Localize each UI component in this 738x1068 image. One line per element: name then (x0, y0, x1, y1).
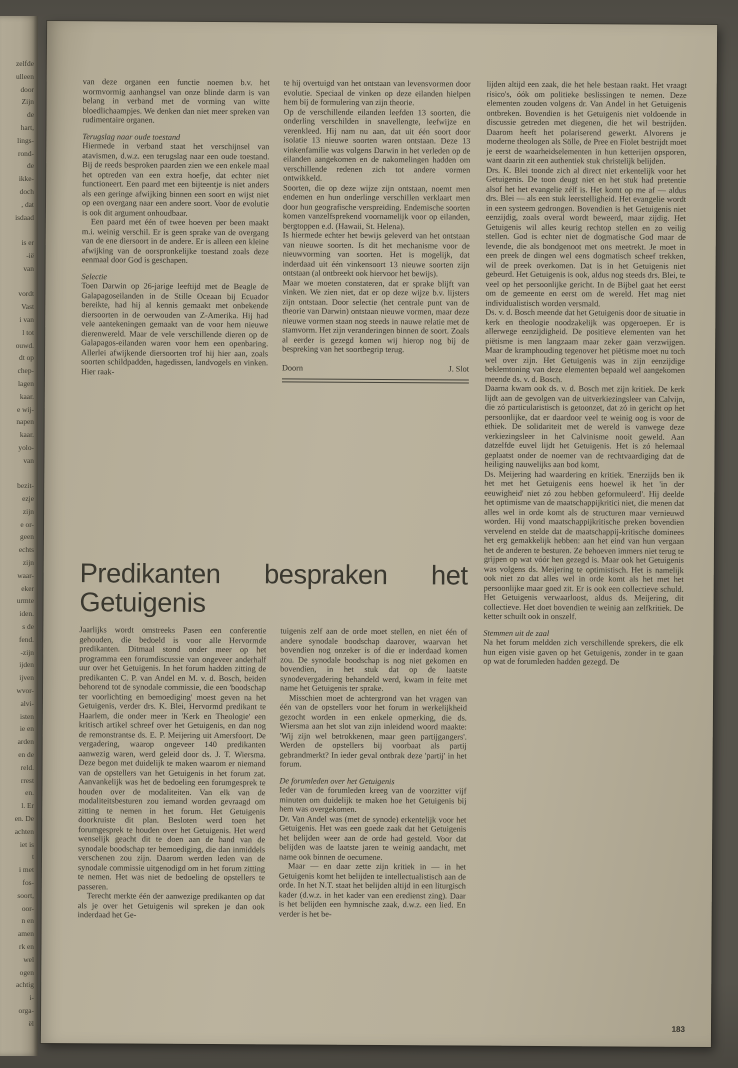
page-edge-text-fragment: i van (19, 314, 34, 324)
paragraph: Op de verschillende eilanden leefden 13 soorten, die onderling verschilden in snavellengte, leefwijze en verenkleed. Hij nam nu aan, dat uit één soort door isolatie 13 nieuwe soorten waren ontstaan. Deze 13 vinkenfamilie was volgens Darwin in het verleden op de eilanden aangekomen en de nakomelingen hadden om verschillende redenen zich tot andere vormen ontwikkeld. (283, 106, 471, 183)
paragraph: Een paard met één of twee hoeven per been maakt m.i. weinig verschil. Er is geen sprake van de overgang van de ene diersoort in de andere. Er is alleen een kleine afwijking van de oorspronkelijke toestand zoals deze eenmaal door God is geschapen. (81, 217, 269, 265)
page-edge-text-fragment: fos- (22, 878, 34, 887)
page-edge-text-fragment: eker (21, 583, 34, 593)
page-edge-text-fragment: s de (22, 622, 34, 632)
page-edge-text-fragment: kaar. (19, 391, 34, 401)
bottom-article-column-2 (278, 627, 467, 1006)
paragraph: Terecht merkte één der aanwezige predikanten op dat als je over het Getuigenis wil spreken je dan ook inderdaad het Ge- (77, 891, 265, 920)
page-edge-text-fragment: Zijn (21, 97, 34, 107)
paragraph: Maar we moeten constateren, dat er sprake blijft van vinken. We zien niet, dat er op deze wijze b.v. lijsters zijn ontstaan. Door selectie (het centrale punt van de theorie van Darwin) ontstaan nieuwe vormen, maar deze nieuwe vormen staan nog steeds in nauwe relatie met de stamvorm. Het zijn veranderingen binnen de soort. Zoals al eerder is gezegd komen wij hierop nog bij de bespreking van het soortbegrip terug. (282, 277, 470, 355)
page-edge-text-fragment: kaar. (19, 430, 34, 440)
page-edge-text-fragment: achten (14, 826, 34, 836)
page-edge-text-fragment: van (23, 263, 34, 273)
page-edge-text-fragment: i- (29, 993, 34, 1003)
page-edge-text-fragment: echts (18, 545, 34, 555)
page-edge-text-fragment: , dat (21, 199, 34, 209)
page-edge-text-fragment: en. De (14, 814, 34, 824)
page-edge-text-fragment: ijven (19, 673, 34, 683)
page-edge-text-fragment: de (27, 161, 34, 171)
paragraph: Daarna kwam ook ds. v. d. Bosch met zijn kritiek. De kerk lijdt aan de gevolgen van de uitverkiezingsleer van Calvijn, die zó particularistisch is getoonzet, dat zó in gericht op het persoonlijke, dat er daardoor veel te weinig oog is voor de ethiek. De solidariteit met de wereld is vanwege deze verkiezingsleer in het Calvinisme nooit geweld. Aan datzelfde euvel lijdt het Getuigenis. Het is zó helemaal geplaatst onder de noemer van de rechtvaardiging dat de heiliging nauwelijks aan bod komt. (484, 383, 685, 470)
top-article-column-2-inner (281, 78, 471, 549)
paragraph: Jaarlijks wordt omstreeks Pasen een conferentie gehouden, die bedoeld is voor alle Hervormde predikanten. Ditmaal stond onder meer op het programma een forumdiscussie van ongeveer anderhalf uur over het Getuigenis. In het forum hadden zitting de predikanten C. P. van Andel en M. v. d. Bosch, beiden behorend tot de synodale commissie, die een 'boodschap ter voorlichting en bemoediging' moest geven na het Getuigenis, verder drs. K. Blei, Hervormd predikant te Haarlem, die onder meer in 'Kerk en Theologie' een kritisch artikel schreef over het Getuigenis, en dan nog de remonstrantse ds. E. P. Meijering uit Amersfoort. De vergadering, waarop ongeveer 140 predikanten aanwezig waren, werd geleid door ds. J. T. Wiersma. Deze begon met duidelijk te maken waarom er niemand van de opstellers van het Getuigenis in het forum zat. Aanvankelijk was het de bedoeling een forumgesprek te houden over de modaliteiten. Van elk van de modaliteitsbesturen zou iemand worden gevraagd om zitting te nemen in het forum. Het Getuigenis doorkruiste dit plan. Besloten werd toen het forumgesprek te houden over het Getuigenis. Het werd wenselijk geacht dit te doen aan de hand van de synodale boodschap ter bemoediging, die dan inmiddels verschenen zou zijn. Daarom werden leden van de synodale commissie uitgenodigd om in het forum zitting te nemen. Het was niet de bedoeling de opstellers te passeren. (77, 625, 267, 892)
previous-page-edge (0, 16, 38, 1056)
byline-author: J. Slot (448, 363, 470, 374)
page-edge-text-fragment: ël (28, 1018, 34, 1028)
bottom-article-column-1 (77, 625, 266, 1004)
top-article-column-2-text (282, 78, 471, 355)
page-edge-text-fragment (2, 276, 34, 289)
paragraph: Drs. K. Blei toonde zich al direct niet erkentelijk voor het Getuigenis. De toon deugt niet en het stuk had pretentie alsof het het evangelie zélf is. Het komt op me af — aldus drs. Blei — als een stuk leerstelligheid. Het evangelie wordt in een systeem gedrongen. Bovendien is het Getuigenis niet eenzijdig, zoals overal wordt beweerd, maar zijdig. Het Getuigenis wil alles keurig rechtop stellen en zo veilig stellen. God is echter niet de dogmatische God maar de levende, die als bondgenoot met ons meetrekt. Je moet in een preek de dingen wel eens dogmatisch scheef trekken, wil de preek overkomen. Dat is in het Getuigenis niet gebeurd. Het Getuigenis is ook, aldus nog steeds drs. Blei, te veel op het persoonlijke gericht. In de Bijbel gaat het eerst om de gemeente en eerst om de wereld. Het mag niet individualistisch worden versmald. (485, 165, 687, 308)
bottom-article-predikanten (77, 625, 467, 1005)
page-edge-text-fragment: waar- (17, 570, 34, 580)
page-edge-text-fragment: n en (21, 916, 34, 926)
page-edge-text-fragment: zelfde (15, 59, 34, 68)
page-edge-text-fragment: t (31, 852, 34, 862)
page-content (77, 77, 687, 1007)
page-number: 183 (671, 1024, 686, 1034)
page-edge-text-fragment: ezje (22, 494, 34, 504)
page-edge-text-fragment: reld. (20, 762, 34, 772)
top-article-column-2 (281, 78, 471, 549)
page-edge-text-fragment: iet is (19, 839, 34, 849)
page-edge-text-fragment: fend. (19, 634, 34, 644)
page-edge-text-fragment: orga- (18, 1005, 34, 1015)
right-column (481, 80, 687, 1007)
paragraph: Toen Darwin op 26-jarige leeftijd met de Beagle de Galapagoseilanden in de Stille Oceaan bij Ecuador bereikte, had hij al kennis gemaakt met onbekende diersoorten in de oerwouden van Z-Amerika. Hij had vele aantekeningen gemaakt van de voor hem nieuwe dierenwereld. Maar de vele verschillende dieren op de Galapagos-eilanden waren voor hem een openbaring. Allerlei afwijkende diersoorten trof hij hier aan, zoals soorten schildpadden, hagedissen, landvogels en vinken. Hier raak- (80, 281, 269, 376)
page-edge-text-fragment: is er (21, 238, 34, 248)
page-edge-text-fragment: i met (19, 865, 34, 875)
page-edge-text-fragment: yolo- (18, 442, 34, 452)
paragraph: lijden altijd een zaak, die het hele bestaan raakt. Het vraagt risico's, óók om politieke beslissingen te nemen. Deze elementen zouden volgens dr. Van Andel in het Getuigenis ontbreken. Bovendien is het Getuigenis niet voldoende in discussie getreden met diegenen, die het wil bestrijden. Daarom heeft het polariserend gewerkt. Alvorens je moderne theologen als Sölle, de Pree en Fiolet bestrijdt moet je eerst de waarheidselementen in hun ketterijen opsporen, want daarin zit een authentiek stuk christelijk belijden. (486, 79, 687, 166)
page-edge-text-fragment: napen (16, 417, 34, 427)
page-edge-text-fragment: amen (17, 929, 34, 939)
page-edge-text-fragment: ikke- (18, 174, 34, 184)
page-edge-text-fragment: geen (20, 532, 34, 542)
page-edge-text-fragment: wvor- (16, 686, 34, 696)
page-edge-text-fragment: vordt (18, 289, 34, 299)
page-edge-text-fragment: rk en (19, 941, 34, 951)
article-end-rule (282, 378, 469, 383)
paragraph: van deze organen een functie noemen b.v. het wormvormig aanhangsel van onze blinde darm is van belang in verband met de vorming van witte bloedlichaampjes. We denken dan niet meer spreken van rudimentaire organen. (82, 77, 270, 125)
paragraph: Dr. Van Andel was (met de synode) erkentelijk voor het Getuigenis. Het was een goede zaak dat het Getuigenis het belijden weer aan de orde had gesteld. Voor dat belijden was de laatste jaren te weinig aandacht, met name ook binnen de oecumene. (278, 814, 467, 862)
page-edge-text-fragment: bezit- (17, 481, 34, 491)
page-edge-text-fragment: soort, (17, 890, 34, 900)
paragraph: Ds. Meijering had waardering en kritiek. 'Enerzijds ben ik het met het Getuigenis eens hoewel ik het 'in der eeuwigheid' niet zó zou hebben geformuleerd'. Hij deelde het optimisme van de maatschappijkritici niet, die menen dat alles wel in orde komt als de structuren maar vernieuwd worden. Hij vond maatschappijkritische preken bovendien vervelend en stelde dat de maatschappij-kritische dominees het erg gemakkelijk hebben: aan het eind van hun vergaan het de anderen te besturen. Ze behoeven immers niet terug te grijpen op wat vóór hen gezegd is. Maar ook het Getuigenis was volgens ds. Meijering te optimistisch. Het is namelijk ook niet zo dat alles wel in orde komt als het met het persoonlijke maar goed zit. Er is ook een collectieve schuld. Het Getuigenis verwaarloost, aldus ds. Meijering, dit collectieve. Het doet bovendien te weinig aan zelfkritiek. De ketter schuilt ook in onszelf. (483, 469, 685, 622)
page-edge-text-fragment: dt op (19, 353, 34, 363)
paragraph: Ds. v. d. Bosch meende dat het Getuigenis door de situatie in kerk en theologie noodzakelijk was opgeroepen. Er is allerwege eenzijdigheid. De positieve elementen van het piëtisme is men langzaam maar zeker gaan verzwijgen. Maar de kramphouding tegenover het piëtisme moet nu toch wel over zijn. Het Getuigenis was in zijn eenzijdige beklemtoning van deze elementen bepaald wel aangekomen meende ds. v. d. Bosch. (484, 307, 686, 384)
top-article-column-1 (80, 77, 270, 548)
previous-page-text-fragments (2, 58, 34, 1050)
paragraph: Misschien moet de achtergrond van het vragen van één van de opstellers voor het forum in werkelijkheid gezocht worden in een enkele opmerking, die ds. Wiersma aan het slot van zijn inleidend woord maakte: 'Wij zijn wel betrokkenen, maar geen partijgangers'. Werden de opstellers bij voorbaat als partij gebrandmerkt? In ieder geval ontbrak deze 'partij' in het forum. (279, 693, 468, 769)
page-edge-text-fragment: ogen (19, 967, 34, 977)
page-edge-text-fragment: zijn (22, 506, 34, 516)
page-edge-text-fragment: Vast (21, 302, 34, 312)
page-edge-text-fragment: ijden (19, 660, 34, 670)
page-edge-text-fragment: isten (20, 711, 34, 721)
page-edge-text-fragment: hart, (20, 122, 34, 132)
page-edge-text-fragment: isdaad (15, 212, 34, 222)
page-edge-text-fragment (2, 224, 34, 237)
page-edge-text-fragment: wel (23, 954, 34, 964)
page-edge-text-fragment: de (27, 110, 34, 120)
magazine-page (41, 21, 717, 1047)
page-edge-text-fragment: rrest (20, 775, 34, 785)
article-headline: Predikanten bespraken het Getuigenis (79, 558, 468, 619)
top-article-darwin (80, 77, 471, 549)
page-edge-text-fragment: arden (17, 737, 34, 747)
paragraph: Hiermede in verband staat het verschijnsel van atavismen, d.w.z. een terugslag naar een oude toestand. Bij de reeds besproken paarden zien we een enkele maal het optreden van een extra hoefje, dat echter niet functioneert. Een paard met een bijteentje is niet anders als een geringe afwijking binnen een soort en wijst niet op een overgang naar een andere soort. Voor de evolutie is ook dit argument onhoudbaar. (81, 141, 270, 218)
paragraph: te hij overtuigd van het ontstaan van levensvormen door evolutie. Speciaal de vinken op deze eilanden hielpen hem bij de formulering van zijn theorie. (283, 78, 471, 108)
page-edge-text-fragment: -zijn (20, 647, 34, 657)
page-edge-text-fragment: zijn (22, 558, 34, 568)
page-edge-text-fragment: rond- (17, 148, 34, 158)
paragraph: Maar — en daar zette zijn kritiek in — in het Getuigenis komt het belijden te intellectualistisch aan de orde. In het N.T. staat het belijden altijd in een liturgisch kader (d.w.z. in het kader van een eredienst zing). Daar is het belijden een hymnische zaak, d.w.z. een lied. En verder is het be- (278, 861, 466, 919)
page-edge-text-fragment: ie en (19, 724, 34, 734)
page-edge-text-fragment: lagen (17, 378, 34, 388)
page-edge-text-fragment: e wij- (16, 404, 34, 414)
left-two-columns (77, 77, 471, 1005)
page-edge-text-fragment: ouwd. (15, 340, 34, 350)
page-edge-text-fragment: doch (19, 186, 34, 196)
page-edge-text-fragment: lings- (17, 135, 34, 145)
page-edge-text-fragment: l tot (22, 327, 34, 337)
paragraph: Terugslag naar oude toestand (82, 131, 181, 142)
page-edge-text-fragment: iden. (19, 609, 34, 619)
page-edge-text-fragment: chep- (17, 366, 34, 376)
page-edge-text-fragment: -ië (26, 250, 34, 260)
page-edge-text-fragment (2, 468, 34, 481)
page-edge-text-fragment: en. (25, 788, 34, 798)
paragraph: De forumleden over het Getuigenis (279, 776, 395, 786)
byline-place: Doorn (281, 362, 303, 373)
paragraph: Ieder van de forumleden kreeg van de voorzitter vijf minuten om duidelijk te maken hoe het Getuigenis bij hem was overgekomen. (279, 785, 467, 815)
page-edge-text-fragment: en de (18, 750, 34, 760)
page-edge-text-fragment: ulleen (15, 71, 34, 81)
page-edge-text-fragment: door (20, 84, 34, 94)
paragraph: Soorten, die op deze wijze zijn ontstaan, noemt men endemen en hun onderlinge verschillen verklaart men door hun geografische verspreiding. Endemische soorten komen vanzelfsprekend voornamelijk voor op eilanden, bergtoppen e.d. (Hawaii, St. Helena). (282, 182, 471, 231)
page-edge-text-fragment: l. Er (21, 801, 34, 811)
paragraph: tuigenis zelf aan de orde moet stellen, en niet één of andere synodale boodschap daarover, waarvan het bovendien nog onzeker is of die er inderdaad komen zou. De synodale boodschap is nog niet gekomen en bovendien, in het stuk dat op de laatste synodevergadering behandeld werd, kwam in feite met name het Getuigenis ter sprake. (280, 626, 468, 694)
page-edge-text-fragment: e or- (20, 519, 34, 529)
page-edge-text-fragment: van (23, 455, 34, 465)
page-edge-text-fragment: alvi- (20, 698, 34, 708)
byline (282, 363, 469, 374)
paragraph: Is hiermede echter het bewijs geleverd van het ontstaan van nieuwe soorten. Is dit het mechanisme voor de nieuwvorming van soorten. Het is mogelijk, dat inderdaad uit één vinkensoort 13 nieuwe soorten zijn ontstaan (al ontbreekt ook hiervoor het bewijs). (282, 230, 470, 279)
page-edge-text-fragment: urmte (16, 596, 34, 606)
page-edge-text-fragment: achtig (15, 980, 34, 990)
paragraph: Na het forum meldden zich verschillende sprekers, die elk hun eigen visie gaven op het Getuigenis, zonder in te gaan op wat de forumleden hadden gezegd. De (483, 637, 684, 667)
page-edge-text-fragment: oor- (21, 903, 34, 913)
paragraph: Stemmen uit de zaal (483, 628, 550, 638)
paragraph: Selectie (81, 271, 108, 281)
